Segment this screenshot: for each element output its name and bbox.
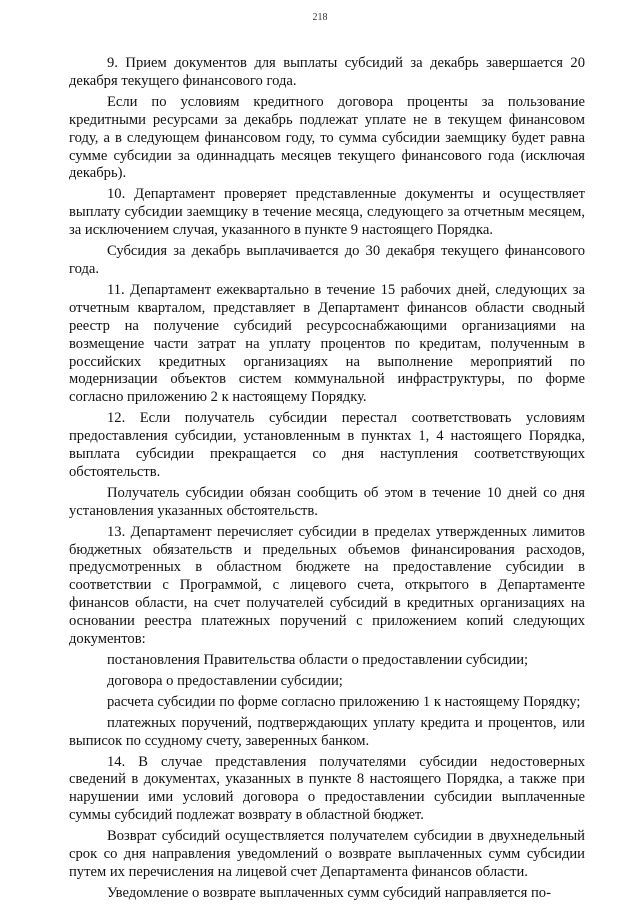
page-number: 218 bbox=[312, 12, 328, 23]
paragraph-10-december: Субсидия за декабрь выплачивается до 30 декабря текущего финансового года. bbox=[69, 243, 585, 277]
paragraph-9-continuation: Если по условиям кредитного договора проценты за пользование кредитными ресурсами за декабрь подлежат уплате не в текущем финансовом году, а в следующем финансовом году, то сумма субсидии заемщику будет равна сумме субсидии за одиннадцать месяцев текущего финансового года (исключая декабрь). bbox=[69, 93, 585, 182]
paragraph-14: 14. В случае представления получателями субсидии недостоверных сведений в документах, указанных в пункте 8 настоящего Порядка, а также при нарушении ими условий договора о предоставлении субсидии выплаченные суммы субсидий подлежат возврату в областной бюджет. bbox=[69, 753, 585, 824]
document-body bbox=[69, 52, 585, 903]
paragraph-10: 10. Департамент проверяет представленные документы и осуществляет выплату субсидии заемщику в течение месяца, следующего за отчетным месяцем, за исключением случая, указанного в пункте 9 настоящего Порядка. bbox=[69, 186, 585, 239]
paragraph-12-notice: Получатель субсидии обязан сообщить об этом в течение 10 дней со дня установления указанных обстоятельств. bbox=[69, 484, 585, 519]
paragraph-9: 9. Прием документов для выплаты субсидий за декабрь завершается 20 декабря текущего финансового года. bbox=[69, 55, 585, 89]
paragraph-11: 11. Департамент ежеквартально в течение 15 рабочих дней, следующих за отчетным кварталом, представляет в Департамент финансов области сводный реестр на получение субсидий ресурсоснабжающими организациями на возмещение части затрат на уплату процентов по кредитам, полученным в российских кредитных организациях на выполнение мероприятий по модернизации объектов систем коммунальной инфраструктуры, по форме согласно приложению 2 к настоящему Порядку. bbox=[69, 281, 585, 406]
list-item-agreement: договора о предоставлении субсидии; bbox=[107, 672, 343, 689]
list-item-calculation: расчета субсидии по форме согласно приложению 1 к настоящему Порядку; bbox=[107, 693, 581, 710]
paragraph-12: 12. Если получатель субсидии перестал соответствовать условиям предоставления субсидии, установленным в пунктах 1, 4 настоящего Порядка, выплата субсидии прекращается со дня наступления соответствующих обстоятельств. bbox=[69, 410, 585, 480]
paragraph-14-refund: Возврат субсидий осуществляется получателем субсидии в двухнедельный срок со дня направления уведомлений о возврате выплаченных сумм субсидии путем их перечисления на лицевой счет Департамента финансов области. bbox=[69, 828, 585, 880]
list-item-payment-orders: платежных поручений, подтверждающих уплату кредита и процентов, или выписок по ссудному счету, заверенных банком. bbox=[69, 714, 585, 749]
list-item-resolution: постановления Правительства области о предоставлении субсидии; bbox=[107, 652, 529, 668]
paragraph-14-notification: Уведомление о возврате выплаченных сумм субсидий направляется по- bbox=[107, 884, 551, 901]
paragraph-13: 13. Департамент перечисляет субсидии в пределах утвержденных лимитов бюджетных обязательств и предельных объемов финансирования расходов, предусмотренных в областном бюджете на предоставление субсидии в соответствии с Программой, с лицевого счета, открытого в Департаменте финансов области, на счет получателей субсидий в кредитных организациях на основании реестра платежных поручений с приложением копий следующих документов: bbox=[69, 523, 585, 648]
